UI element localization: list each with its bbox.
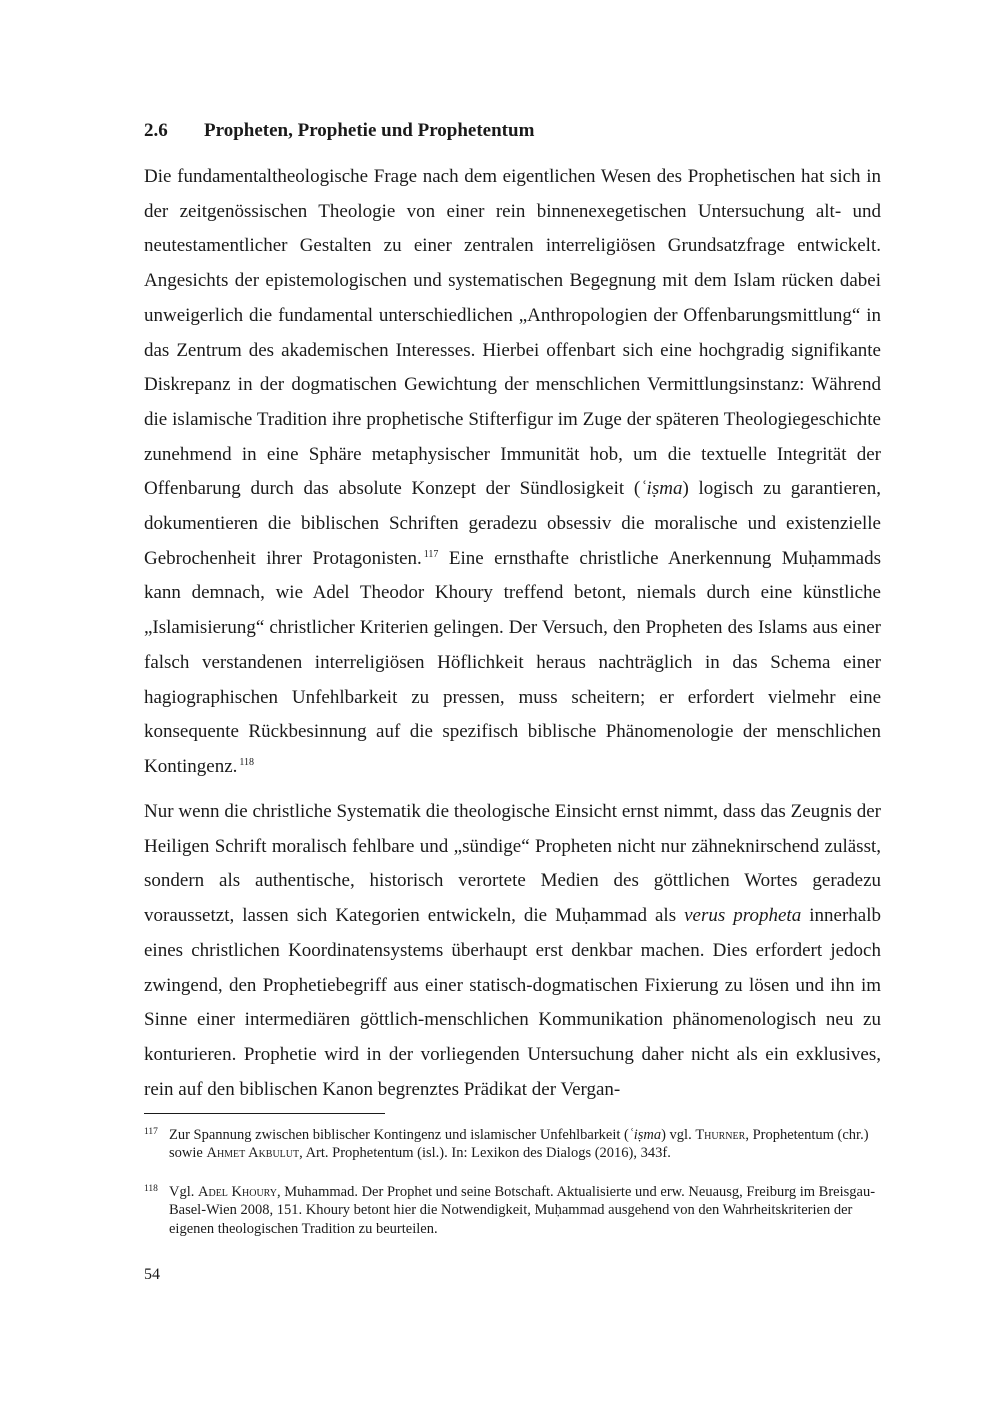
footnote-number: 118: [144, 1184, 158, 1194]
author-name: Adel Khoury: [198, 1184, 278, 1200]
paragraph-text: innerhalb eines christlichen Koordinatensystems überhaupt erst denkbar machen. Dies erfordert jedoch zwingend, den Prophetiebegriff aus einer statisch-dogmatischen Fixierung zu lösen und ihn im Sinne einer intermediären göttlich-menschlichen Kommunikation phänomenologisch neu zu konturieren. Prophetie wird in der vorliegenden Untersuchung daher nicht als ein exklusives, rein auf den biblischen Kanon begrenztes Prädikat der Vergan-: [144, 905, 881, 1100]
body-paragraph-1: [144, 160, 881, 785]
page-number: 54: [144, 1266, 160, 1283]
footnote-ref-117[interactable]: 117: [423, 548, 439, 560]
footnote-text: Vgl. Adel Khoury, Muhammad. Der Prophet und seine Botschaft. Aktualisierte und erw. Neuausg, Freiburg im Breisgau-Basel-Wien 2008, 151. Khoury betont hier die Notwendigkeit, Muḥammad ausgehend von den Wahrheitskriterien der eigenen theologischen Tradition zu beurteilen.: [169, 1184, 876, 1237]
footnote-117: [144, 1126, 881, 1163]
paragraph-text: Eine ernsthafte christliche Anerkennung Muḥammads kann demnach, wie Adel Theodor Khoury treffend betont, niemals durch eine künstliche „Islamisierung“ christlicher Kriterien gelingen. Der Versuch, den Propheten des Islams aus einer falsch verstandenen interreligiösen Höflichkeit heraus nachträglich in das Schema einer hagiographischen Unfehlbarkeit zu pressen, muss scheitern; er erfordert vielmehr eine konsequente Rückbesinnung auf die spezifisch biblische Phänomenologie der menschlichen Kontingenz.: [144, 547, 881, 777]
italic-term: ʿiṣma: [640, 478, 683, 500]
author-name: Thurner: [695, 1127, 746, 1143]
section-number: 2.6: [144, 120, 168, 141]
section-title: Propheten, Prophetie und Prophetentum: [204, 120, 535, 141]
italic-term: verus propheta: [684, 905, 802, 927]
italic-term: ʿiṣma: [628, 1127, 662, 1143]
body-paragraph-2: [144, 795, 881, 1107]
footnote-separator: [144, 1113, 385, 1114]
footnote-text: Zur Spannung zwischen biblischer Kontingenz und islamischer Unfehlbarkeit (ʿiṣma) vgl. Thurner, Prophetentum (chr.) sowie Ahmet Akbulut, Art. Prophetentum (isl.). In: Lexikon des Dialogs (2016), 343f.: [169, 1127, 869, 1162]
paragraph-text: Die fundamentaltheologische Frage nach dem eigentlichen Wesen des Prophetischen hat sich in der zeitgenössischen Theologie von einer rein binnenexegetischen Untersuchung alt- und neutestamentlicher Gestalten zu einer zentralen interreligiösen Grundsatzfrage entwickelt. Angesichts der epistemologischen und systematischen Begegnung mit dem Islam rücken dabei unweigerlich die fundamental unterschiedlichen „Anthropologien der Offenbarungsmittlung“ in das Zentrum des akademischen Interesses. Hierbei offenbart sich eine hochgradig signifikante Diskrepanz in der dogmatischen Gewichtung der menschlichen Vermittlungsinstanz: Während die islamische Tradition ihre prophetische Stifterfigur im Zuge der späteren Theologiegeschichte zunehmend in eine Sphäre metaphysischer Immunität hob, um die textuelle Integrität der Offenbarung durch das absolute Konzept der Sündlosigkeit (: [144, 166, 881, 500]
author-name: Ahmet Akbulut: [206, 1145, 300, 1162]
paragraph-text: Nur wenn die christliche Systematik die theologische Einsicht ernst nimmt, dass das Zeugnis der Heiligen Schrift moralisch fehlbare und „sündige“ Propheten nicht nur zähneknirschend zulässt, sondern als authentische, historisch verortete Medien des göttlichen Wortes geradezu voraussetzt, lassen sich Kategorien entwickeln, die Muḥammad als: [144, 801, 881, 927]
footnote-number: 117: [144, 1127, 158, 1137]
section-heading: [144, 118, 534, 144]
paragraph-text: ) logisch zu garantieren, dokumentieren die biblischen Schriften geradezu obsessiv die moralische und existenzielle Gebrochenheit ihrer Protagonisten.: [144, 478, 882, 569]
footnote-ref-118[interactable]: 118: [239, 756, 255, 768]
footnote-118: [144, 1183, 881, 1238]
